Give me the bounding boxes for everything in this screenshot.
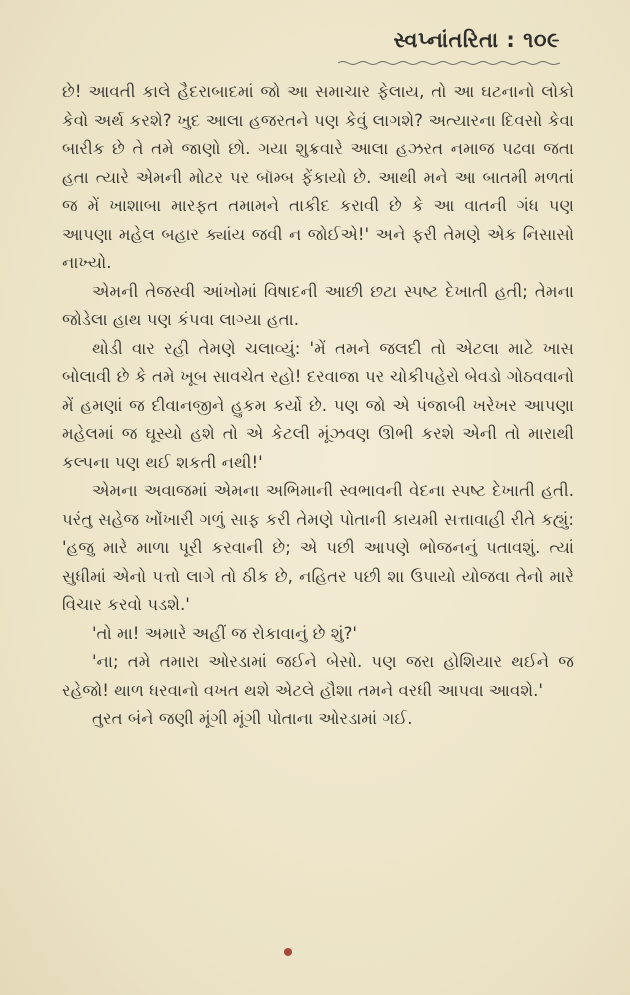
footer-dot-ornament [284, 948, 292, 956]
running-header: સ્વપ્નાંતરિતા : ૧૦૯ [393, 28, 560, 52]
paragraph-4: એમના અવાજમાં એમના અભિમાની સ્વભાવની વેદના સ્પષ્ટ દેખાતી હતી. પરંતુ સહેજ ખોંખારી ગળું સાફ કરી તેમણે પોતાની કાયમી સત્તાવાહી રીતે કહ્યું: 'હજુ મારે માળા પૂરી કરવાની છે; એ પછી આપણે ભોજનનું પતાવશું. ત્યાં સુધીમાં એનો પત્તો લાગે તો ઠીક છે, નહિતર પછી શા ઉપાયો યોજવા તેનો મારે વિચાર કરવો પડશે.' [62, 481, 574, 614]
paragraph-7: તુરત બંને જણી મૂંગી મૂંગી પોતાના ઓરડામાં ગઈ. [92, 709, 413, 728]
body-text [62, 78, 574, 734]
paragraph-5: 'તો મા! અમારે અહીં જ રોકાવાનું છે શું?' [92, 623, 357, 643]
paragraph-1: છે! આવતી કાલે હૈદરાબાદમાં જો આ સમાચાર ફેલાય, તો આ ઘટનાનો લોકો કેવો અર્થ કરશે? ખુદ આલા હજરતને પણ કેવું લાગશે? અત્યારના દિવસો કેવા બારીક છે તે તમે જાણો છો. ગયા શુક્રવારે આલા હઝરત નમાજ પઢવા જતા હતા ત્યારે એમની મોટર પર બૉમ્બ ફેંકાયો છે. આથી મને આ બાતમી મળતાં જ મેં ખાશાબા મારફત તમામને તાકીદ કરાવી છે કે આ વાતની ગંધ પણ આપણા મહેલ બહાર ક્યાંય જવી ન જોઈએ!' અને ફરી તેમણે એક નિસાસો નાખ્યો. [62, 82, 574, 272]
paragraph-3: થોડી વાર રહી તેમણે ચલાવ્યું: 'મેં તમને જલદી તો એટલા માટે ખાસ બોલાવી છે કે તમે ખૂબ સાવચેત રહો! દરવાજા પર ચોકીપહેરો બેવડો ગોઠવવાનો મેં હમણાં જ દીવાનજીને હુકમ કર્યો છે. પણ જો એ પંજાબી ખરેખર આપણા મહેલમાં જ ઘૂસ્યો હશે તો એ કેટલી મૂંઝવણ ઊભી કરશે એની તો મારાથી કલ્પના પણ થઈ શકતી નથી!' [62, 338, 574, 472]
paragraph-6: 'ના; તમે તમારા ઓરડામાં જઈને બેસો. પણ જરા હોશિયાર થઈને જ રહેજો! થાળ ધરવાનો વખત થશે એટલે હૌશા તમને વરધી આપવા આવશે.' [62, 652, 574, 700]
header-wavy-rule [338, 60, 560, 66]
paragraph-2: એમની તેજસ્વી આંખોમાં વિષાદની આછી છટા સ્પષ્ટ દેખાતી હતી; તેમના જોડેલા હાથ પણ કંપવા લાગ્યા હતા. [62, 281, 574, 329]
